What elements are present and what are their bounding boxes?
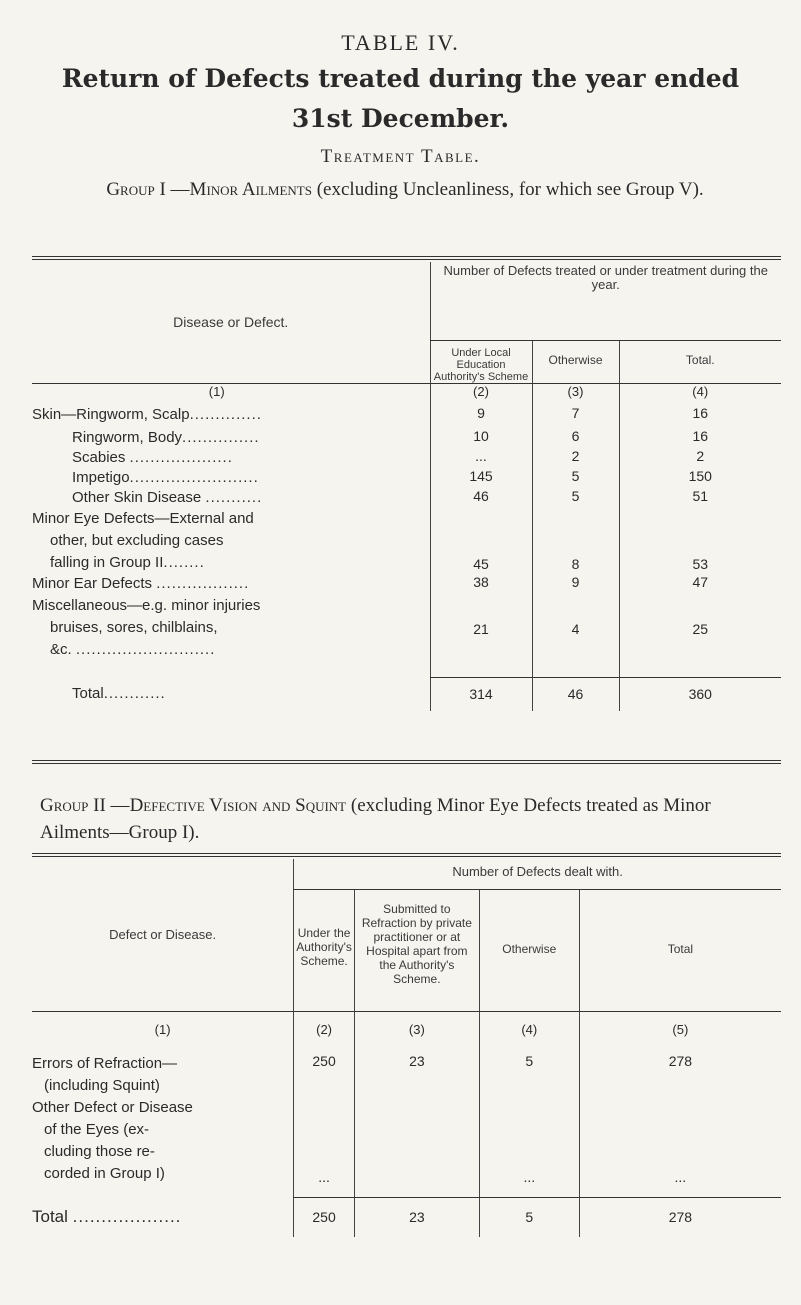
page-title-date: 31st December.: [291, 104, 510, 133]
table-row-label: Miscellaneous—e.g. minor injuries bruises, sores, chilblains, &c. ...........................: [32, 597, 261, 658]
table-row-label: Ringworm, Body...............: [72, 429, 260, 446]
page-title: Return of Defects treated during the year ended: [61, 64, 740, 93]
group1-total-total: 360: [619, 677, 781, 711]
table-cell: 9: [430, 405, 532, 428]
table-cell: 23: [354, 1041, 479, 1097]
table-cell: 2: [532, 448, 619, 468]
group1-bottom-rule: [32, 760, 781, 764]
table-cell: 5: [479, 1041, 579, 1097]
group2-colnum-5: (5): [579, 1011, 781, 1041]
group2-total-cell: 250: [294, 1197, 355, 1237]
table-row-label: Skin—Ringworm, Scalp..............: [32, 406, 262, 423]
table-cell: 25: [619, 595, 781, 665]
group2-colnum-2: (2): [294, 1011, 355, 1041]
page-subtitle: Treatment Table.: [320, 146, 481, 167]
group1-colnum-1: (1): [208, 383, 225, 399]
group1-name: Minor Ailments: [189, 179, 312, 200]
group1-total-under: 314: [430, 677, 532, 711]
group2-total-cell: 278: [579, 1197, 781, 1237]
table-cell: 145: [430, 468, 532, 488]
table-cell: ...: [430, 448, 532, 468]
table-cell: ...: [479, 1097, 579, 1189]
table-cell: 5: [532, 468, 619, 488]
group2-total-cell: 5: [479, 1197, 579, 1237]
group1-col-under-local: Under Local Education Authority's Scheme: [430, 340, 532, 383]
table-cell: 46: [430, 488, 532, 508]
group1-col-disease: Disease or Defect.: [32, 262, 430, 383]
table-cell: ...: [579, 1097, 781, 1189]
table-label: TABLE IV.: [341, 30, 460, 55]
group2-colnum-3: (3): [354, 1011, 479, 1041]
group1-heading: [30, 176, 780, 203]
table-cell: 278: [579, 1041, 781, 1097]
group1-col-number-header: Number of Defects treated or under treatment during the year.: [430, 262, 781, 340]
table-cell: 2: [619, 448, 781, 468]
group2-total-label: Total ...................: [32, 1207, 182, 1226]
group2-total-cell: 23: [354, 1197, 479, 1237]
group2-colnum-1: (1): [32, 1011, 294, 1041]
group1-rest: (excluding Uncleanliness, for which see Group V).: [311, 179, 704, 200]
group2-prefix: Group II —: [40, 795, 130, 816]
table-cell: 9: [532, 574, 619, 595]
table-cell: 7: [532, 405, 619, 428]
group2-col-number-header: Number of Defects dealt with.: [294, 859, 781, 889]
table-cell: 4: [532, 595, 619, 665]
table-cell: 53: [619, 508, 781, 574]
group1-colnum-2: (2): [430, 383, 532, 405]
table-row-label: Errors of Refraction— (including Squint): [32, 1055, 178, 1094]
group1-top-rule: [32, 256, 781, 260]
group2-rest: (excluding Minor Eye Defects treated as Minor Ailments—Group I).: [40, 795, 711, 843]
group1-total-label: Total............: [72, 685, 166, 702]
group1-prefix: Group I —: [106, 179, 190, 200]
table-cell: 5: [532, 488, 619, 508]
table-cell: ...: [294, 1097, 355, 1189]
table-row-label: Impetigo.........................: [72, 469, 259, 486]
group2-heading: [40, 792, 780, 846]
group2-table: [32, 859, 781, 1237]
group1-table: [32, 262, 781, 711]
table-cell: 6: [532, 428, 619, 448]
group1-col-total: Total.: [619, 340, 781, 383]
group2-col-under-scheme: Under the Authority's Scheme.: [294, 889, 355, 1011]
group2-col-otherwise: Otherwise: [479, 889, 579, 1011]
group1-colnum-3: (3): [532, 383, 619, 405]
table-row-label: Other Skin Disease ...........: [72, 489, 263, 506]
table-row-label: Minor Ear Defects ..................: [32, 575, 250, 592]
group2-col-submitted: Submitted to Refraction by private practitioner or at Hospital apart from the Authority's Scheme.: [354, 889, 479, 1011]
table-row-label: Minor Eye Defects—External and other, but excluding cases falling in Group II........: [32, 510, 254, 571]
table-cell: 8: [532, 508, 619, 574]
table-cell: 250: [294, 1041, 355, 1097]
group2-col-defect: Defect or Disease.: [32, 859, 294, 1011]
table-row-label: Other Defect or Disease of the Eyes (ex- cluding those re- corded in Group I): [32, 1099, 193, 1182]
group2-colnum-4: (4): [479, 1011, 579, 1041]
table-cell: 38: [430, 574, 532, 595]
table-cell: 47: [619, 574, 781, 595]
table-cell: 45: [430, 508, 532, 574]
table-cell: 16: [619, 405, 781, 428]
group2-col-total: Total: [579, 889, 781, 1011]
table-cell: 21: [430, 595, 532, 665]
group2-name: Defective Vision and Squint: [129, 795, 347, 816]
group1-total-other: 46: [532, 677, 619, 711]
group1-col-otherwise: Otherwise: [532, 340, 619, 383]
table-cell: 10: [430, 428, 532, 448]
group2-top-rule: [32, 853, 781, 857]
table-cell: 51: [619, 488, 781, 508]
table-cell: [354, 1097, 479, 1189]
table-cell: 150: [619, 468, 781, 488]
group1-colnum-4: (4): [619, 383, 781, 405]
table-row-label: Scabies ....................: [72, 449, 233, 466]
table-cell: 16: [619, 428, 781, 448]
